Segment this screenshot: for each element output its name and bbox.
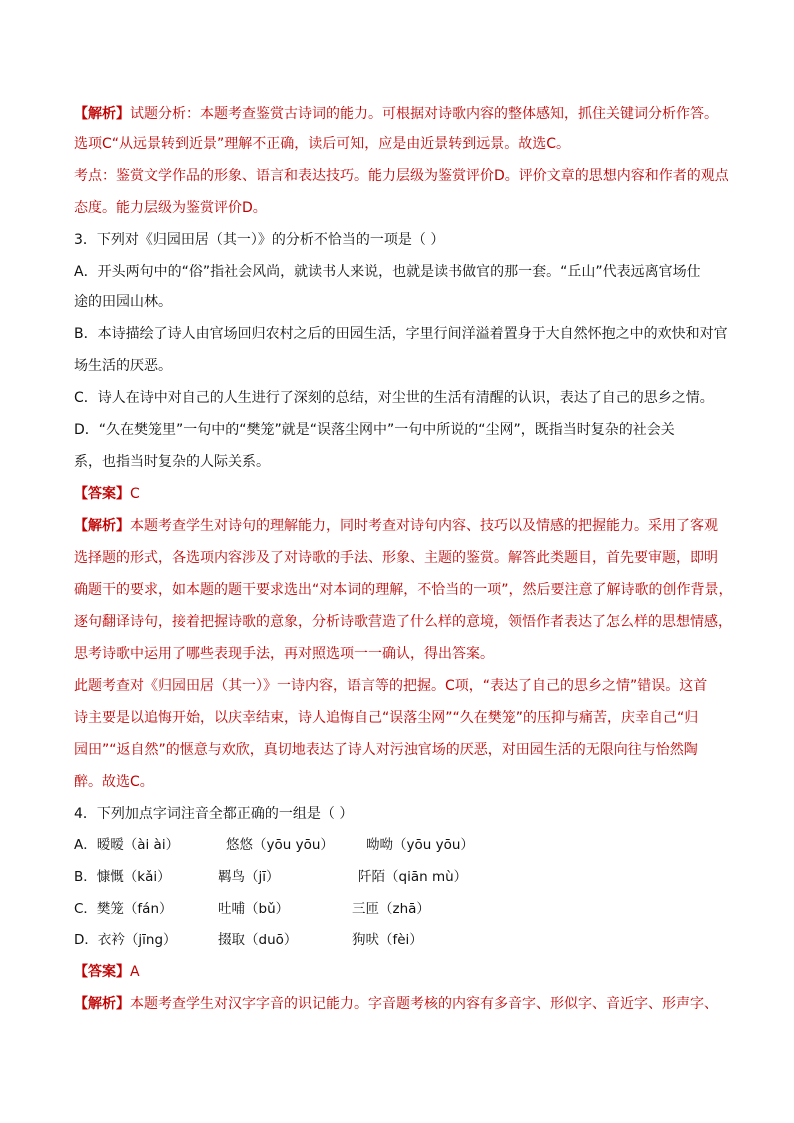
analysis-paragraph-3 — [74, 994, 718, 1014]
analysis-tag: 【解析】 — [74, 996, 130, 1012]
option-d-col1: D．衣衿（jīng） — [74, 932, 177, 948]
analysis-line: 考点：鉴赏文学作品的形象、语言和表达技巧。能力层级为鉴赏评价D。评价文章的思想内容和作者的观点 — [74, 168, 729, 184]
analysis-line: 醉。故选C。 — [74, 774, 154, 790]
analysis-text: 试题分析：本题考查鉴赏古诗词的能力。可根据对诗歌内容的整体感知，抓住关键词分析作答。 — [130, 106, 718, 122]
answer-paragraph — [74, 484, 140, 504]
analysis-line: 诗主要是以追悔开始，以庆幸结束，诗人追悔自己“误落尘网”“久在樊笼”的压抑与痛苦，庆幸自己“归 — [74, 710, 699, 726]
analysis-tag: 【解析】 — [74, 518, 130, 534]
analysis-line: 确题干的要求，如本题的题干要求选出“对本词的理解，不恰当的一项”，然后要注意了解诗歌的创作背景， — [74, 582, 733, 598]
analysis-text: 本题考查学生对汉字字音的识记能力。字音题考核的内容有多音字、形似字、音近字、形声字、 — [130, 996, 718, 1012]
answer-value: C — [130, 486, 140, 502]
option-a-line: 途的田园山林。 — [74, 294, 172, 310]
analysis-text: 本题考查学生对诗句的理解能力，同时考查对诗句内容、技巧以及情感的把握能力。采用了客观 — [130, 518, 718, 534]
analysis-line: 思考诗歌中运用了哪些表现手法，再对照选项一一确认，得出答案。 — [74, 646, 494, 662]
analysis-line: 选项C“从远景转到近景”理解不正确，读后可知，应是由近景转到远景。故选C。 — [74, 136, 571, 152]
answer-value: A — [130, 964, 140, 980]
question-3-title: 3．下列对《归园田居（其一）》的分析不恰当的一项是（ ） — [74, 232, 445, 248]
answer-tag: 【答案】 — [74, 486, 130, 502]
analysis-paragraph-2 — [74, 516, 718, 536]
option-d-line: 系，也指当时复杂的人际关系。 — [74, 454, 270, 470]
option-a-col2: 悠悠（yōu yōu） — [226, 837, 334, 853]
option-c-col3: 三匝（zhā） — [352, 901, 430, 917]
option-c-col1: C．樊笼（fán） — [74, 901, 173, 917]
option-b-col3: 阡陌（qiān mù） — [358, 869, 468, 885]
analysis-line: 此题考查对《归园田居（其一）》一诗内容，语言等的把握。C项，“表达了自己的思乡之情”错误。这首 — [74, 678, 708, 694]
question-4-title: 4．下列加点字词注音全都正确的一组是（ ） — [74, 806, 354, 822]
answer-tag: 【答案】 — [74, 964, 130, 980]
option-a-line: A．开头两句中的“俗”指社会风尚，就读书人来说，也就是读书做官的那一套。“丘山”代表远离官场仕 — [74, 264, 701, 280]
analysis-line: 园田”“返自然”的惬意与欢欣，真切地表达了诗人对污浊官场的厌恶，对田园生活的无限向往与怡然陶 — [74, 742, 698, 758]
option-d-line: D．“久在樊笼里”一句中的“樊笼”就是“误落尘网中”一句中所说的“尘网”，既指当时复杂的社会关 — [74, 422, 675, 438]
option-d-col3: 狗吠（fèi） — [352, 932, 423, 948]
analysis-tag: 【解析】 — [74, 106, 130, 122]
option-b-line: 场生活的厌恶。 — [74, 358, 172, 374]
option-c-line: C．诗人在诗中对自己的人生进行了深刻的总结，对尘世的生活有清醒的认识，表达了自己的思乡之情。 — [74, 390, 714, 406]
analysis-line: 逐句翻译诗句，接着把握诗歌的意象，分析诗歌营造了什么样的意境，领悟作者表达了怎么样的思想情感， — [74, 614, 732, 630]
option-b-line: B．本诗描绘了诗人由官场回归农村之后的田园生活，字里行间洋溢着置身于大自然怀抱之中的欢快和对官 — [74, 326, 728, 342]
option-b-col1: B．慷慨（kǎi） — [74, 869, 171, 885]
option-a-col1: A．暧暧（ài ài） — [74, 837, 180, 853]
analysis-paragraph-1 — [74, 104, 718, 124]
option-a-col3: 呦呦（yōu yōu） — [366, 837, 474, 853]
option-c-col2: 吐哺（bǔ） — [218, 901, 290, 917]
analysis-line: 选择题的形式，各选项内容涉及了对诗歌的手法、形象、主题的鉴赏。解答此类题目，首先要审题，即明 — [74, 550, 718, 566]
analysis-line: 态度。能力层级为鉴赏评价D。 — [74, 200, 267, 216]
option-b-col2: 羁鸟（jī） — [218, 869, 280, 885]
option-d-col2: 掇取（duō） — [218, 932, 298, 948]
answer-paragraph — [74, 962, 140, 982]
